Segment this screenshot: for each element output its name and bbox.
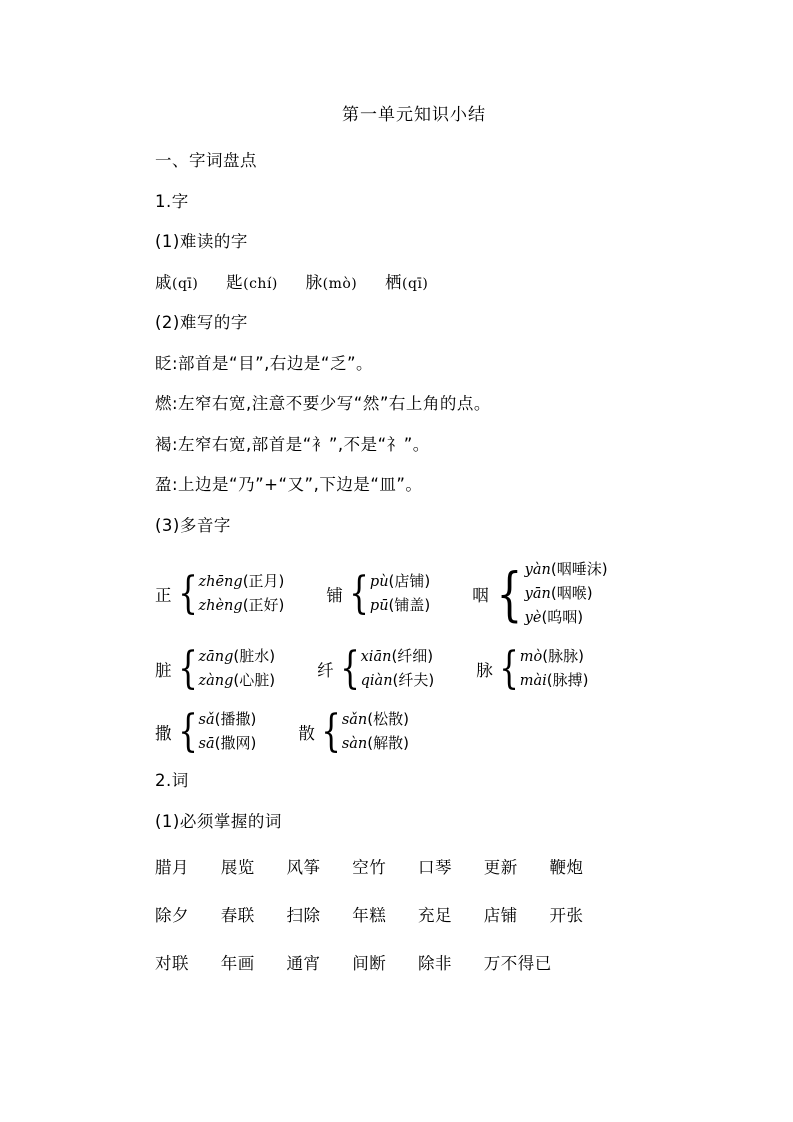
word-item: 除非 [418, 954, 452, 974]
word-item: 开张 [549, 906, 584, 926]
polyphone-item [155, 705, 257, 757]
polyphone-readings [199, 645, 276, 692]
polyphone-item [155, 642, 276, 694]
word-item: 空竹 [352, 858, 387, 878]
section-heading-1: 一、字词盘点 [155, 151, 257, 170]
hard-write-line: 燃:左窄右宽,注意不要少写“然”右上角的点。 [155, 394, 491, 413]
word-item: 充足 [418, 906, 452, 926]
polyphone-reading: pù(店铺) [369, 572, 431, 591]
word-item: 间断 [352, 954, 387, 974]
word-item: 口琴 [418, 858, 452, 878]
hard-read-char: 戚(qī) [155, 272, 199, 292]
polyphone-reading: sǎ(播撒) [198, 710, 257, 729]
word-item: 店铺 [483, 906, 518, 926]
word-item: 除夕 [155, 906, 189, 926]
hard-write-line: 眨:部首是“目”,右边是“乏”。 [155, 353, 373, 373]
polyphone-readings [199, 570, 285, 617]
polyphone-reading: zāng(脏水) [198, 647, 276, 666]
polyphone-char: 撒 [155, 723, 172, 743]
polyphone-reading: sā(撒网) [198, 733, 257, 752]
brace-icon: { [349, 567, 369, 619]
subsection-heading-1-1: 1.字 [155, 191, 189, 211]
polyphone-char: 正 [155, 585, 172, 605]
word-item: 年画 [220, 954, 255, 974]
polyphone-reading: sàn(解散) [341, 733, 409, 752]
brace-icon: { [177, 642, 198, 694]
polyphone-reading: zhēng(正月) [198, 572, 285, 591]
polyphone-reading: mài(脉搏) [519, 670, 589, 689]
polyphone-char: 脉 [476, 660, 493, 680]
polyphone-reading: xiān(纤细) [360, 647, 434, 666]
brace-icon: { [177, 567, 198, 619]
polyphone-item [155, 567, 285, 619]
polyphone-char: 散 [298, 723, 315, 743]
word-item: 鞭炮 [549, 858, 584, 878]
polyphone-reading: sǎn(松散) [341, 710, 409, 729]
polyphone-char: 纤 [317, 660, 334, 680]
polyphone-readings [370, 570, 430, 617]
item-heading-polyphone: (3)多音字 [155, 515, 231, 535]
polyphone-readings [520, 645, 589, 692]
polyphone-item [472, 558, 607, 629]
polyphone-block [155, 558, 673, 755]
hard-read-chars-row [155, 272, 673, 292]
item-heading-hard-read: (1)难读的字 [155, 232, 248, 251]
page-title: 第一单元知识小结 [342, 105, 486, 125]
word-item: 腊月 [155, 858, 189, 878]
hard-write-line: 褐:左窄右宽,部首是“衤”,不是“礻”。 [155, 434, 430, 454]
word-item: 通宵 [286, 954, 321, 974]
brace-icon: { [498, 642, 519, 694]
hard-read-char: 栖(qī) [385, 272, 429, 292]
polyphone-item [317, 642, 435, 694]
polyphone-reading: zàng(心脏) [198, 670, 276, 689]
subsection-heading-1-2: 2.词 [155, 771, 189, 791]
word-item: 对联 [155, 954, 189, 974]
brace-icon: { [496, 559, 523, 628]
hard-read-char: 脉(mò) [305, 272, 358, 292]
polyphone-reading: yān(咽喉) [524, 583, 593, 602]
polyphone-item [326, 567, 431, 619]
word-item: 展览 [220, 858, 255, 878]
polyphone-item [476, 642, 589, 694]
brace-icon: { [321, 705, 341, 757]
polyphone-row [155, 558, 673, 629]
polyphone-reading: yè(呜咽) [524, 607, 584, 626]
polyphone-row [155, 642, 673, 694]
word-list-row [155, 950, 673, 974]
hard-write-line: 盈:上边是“乃”+“又”,下边是“皿”。 [155, 475, 423, 494]
polyphone-readings [361, 645, 435, 692]
polyphone-reading: zhèng(正好) [198, 595, 285, 614]
word-item: 扫除 [286, 906, 321, 926]
word-list-row [155, 902, 673, 926]
polyphone-char: 脏 [155, 660, 172, 680]
polyphone-readings [342, 708, 409, 755]
word-item: 万不得已 [483, 954, 552, 974]
polyphone-readings [525, 558, 608, 629]
item-heading-must-know: (1)必须掌握的词 [155, 811, 282, 831]
polyphone-reading: qiàn(纤夫) [360, 670, 435, 689]
polyphone-row [155, 705, 673, 757]
word-item: 春联 [220, 906, 255, 926]
polyphone-reading: mò(脉脉) [519, 647, 584, 666]
polyphone-char: 咽 [472, 585, 489, 605]
polyphone-char: 铺 [326, 585, 343, 605]
polyphone-reading: yàn(咽唾沫) [524, 560, 608, 578]
polyphone-item [298, 705, 409, 757]
word-item: 风筝 [286, 858, 321, 878]
brace-icon: { [339, 642, 360, 694]
hard-read-char: 匙(chí) [226, 272, 278, 292]
word-item: 更新 [483, 858, 518, 878]
polyphone-readings [199, 708, 257, 755]
word-list-row [155, 854, 673, 878]
item-heading-hard-write: (2)难写的字 [155, 313, 248, 332]
brace-icon: { [177, 705, 198, 757]
polyphone-reading: pū(铺盖) [369, 595, 431, 614]
word-item: 年糕 [352, 906, 387, 926]
